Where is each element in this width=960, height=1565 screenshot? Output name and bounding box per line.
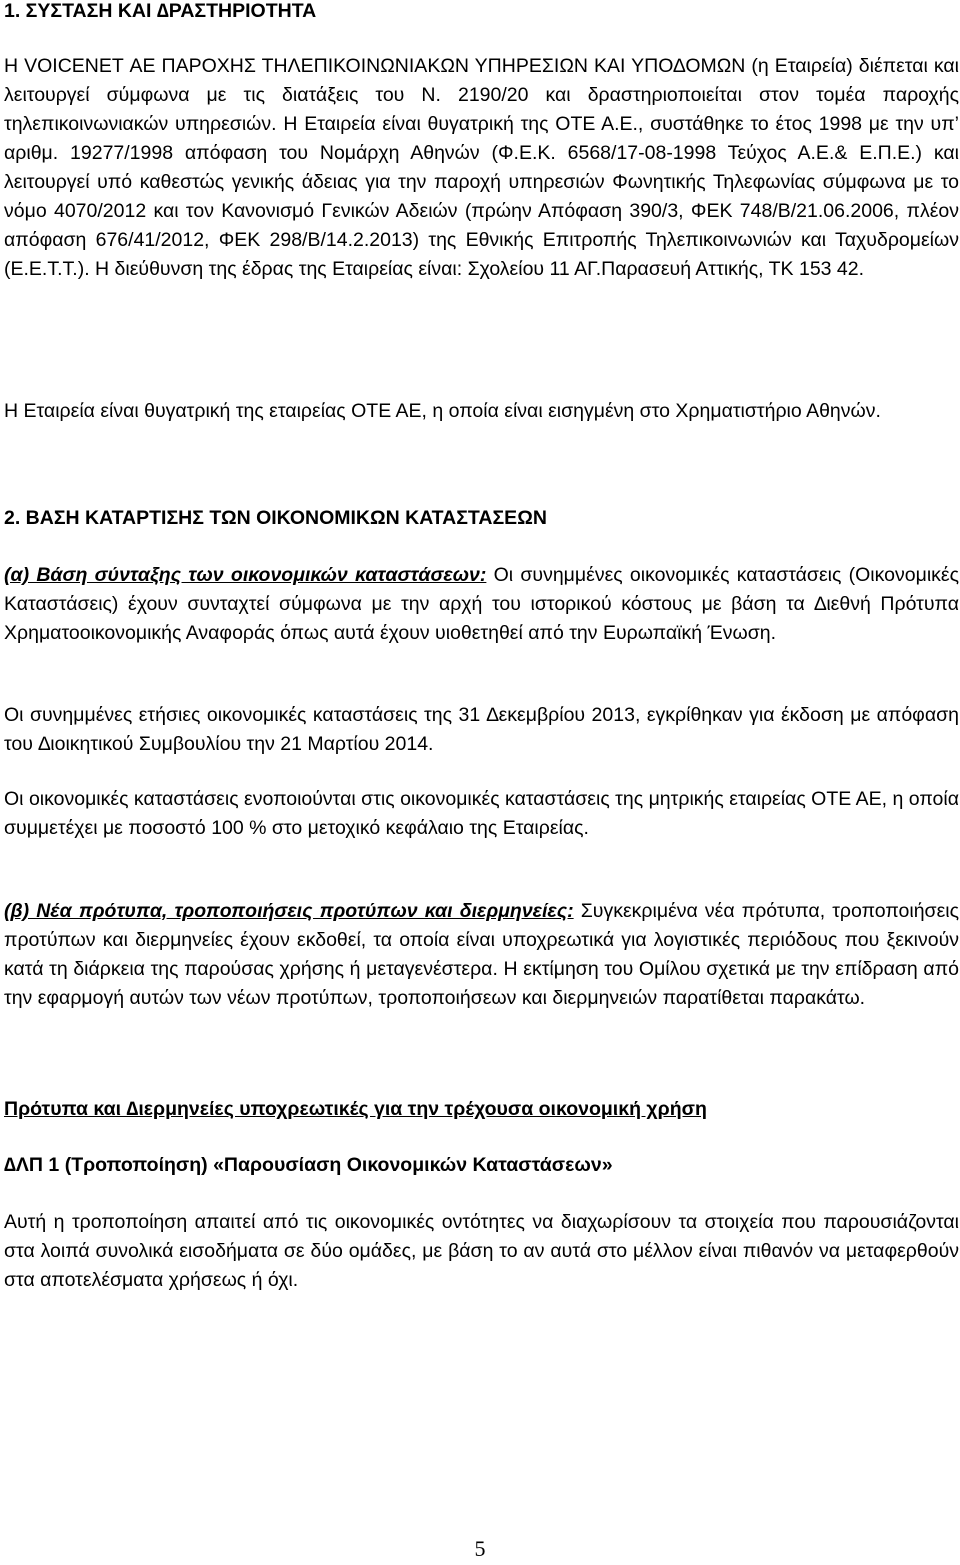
section-2-heading: 2. ΒΑΣΗ ΚΑΤΑΡΤΙΣΗΣ ΤΩΝ ΟΙΚΟΝΟΜΙΚΩΝ ΚΑΤΑΣΤΑΣΕΩΝ <box>4 507 547 529</box>
section-1-heading: 1. ΣΥΣΤΑΣΗ ΚΑΙ ∆ΡΑΣΤΗΡΙΟΤΗΤΑ <box>4 0 317 22</box>
new-standards-paragraph <box>4 897 959 1013</box>
approval-paragraph: Οι συνημμένες ετήσιες οικονομικές καταστάσεις της 31 ∆εκεμβρίου 2013, εγκρίθηκαν για έκδοση με απόφαση του ∆ιοικητικού Συμβουλίου την 21 Μαρτίου 2014. <box>4 704 959 755</box>
parent-company-paragraph: Η Εταιρεία είναι θυγατρική της εταιρείας ΟΤΕ ΑΕ, η οποία είναι εισηγμένη στο Χρηματιστήριο Αθηνών. <box>4 400 881 422</box>
new-standards-label: (β) Νέα πρότυπα, τροποποιήσεις προτύπων και διερμηνείες: <box>4 900 574 922</box>
ias1-amendment-paragraph: Αυτή η τροποποίηση απαιτεί από τις οικονομικές οντότητες να διαχωρίσουν τα στοιχεία που παρουσιάζονται στα λοιπά συνολικά εισοδήματα σε δύο ομάδες, με βάση το αν αυτά στο μέλλον είναι πιθανόν να μεταφερθούν στα αποτελέσματα χρήσεως ή όχι. <box>4 1211 959 1291</box>
basis-of-preparation-paragraph <box>4 561 959 648</box>
basis-of-preparation-label: (α) Βάση σύνταξης των οικονομικών καταστάσεων: <box>4 564 487 586</box>
consolidation-paragraph: Οι οικονομικές καταστάσεις ενοποιούνται στις οικονομικές καταστάσεις της μητρικής εταιρείας ΟΤΕ ΑΕ, η οποία συμμετέχει με ποσοστό 100 % στο μετοχικό κεφάλαιο της Εταιρείας. <box>4 788 959 839</box>
basis-of-preparation-text: Οι συνημμένες οικονομικές καταστάσεις (Οικονομικές Καταστάσεις) έχουν συνταχτεί σύμφωνα με την αρχή του ιστορικού κόστους με βάση τα ∆ιεθνή Πρότυπα Χρηματοοικονομικής Αναφοράς όπως αυτά έχουν υιοθετηθεί από την Ευρωπαϊκή Ένωση. <box>4 564 959 644</box>
ias1-amendment-heading: ∆ΛΠ 1 (Τροποποίηση) «Παρουσίαση Οικονομικών Καταστάσεων» <box>4 1154 613 1176</box>
new-standards-text: Συγκεκριμένα νέα πρότυπα, τροποποιήσεις προτύπων και διερμηνείες έχουν εκδοθεί, τα οποία είναι υποχρεωτικά για λογιστικές περιόδους που ξεκινούν κατά τη διάρκεια της παρούσας χρήσης ή μεταγενέστερα. Η εκτίμηση του Ομίλου σχετικά με την επίδραση από την εφαρμογή αυτών των νέων προτύπων, τροποποιήσεων και διερμηνειών παρατίθεται παρακάτω. <box>4 900 960 1009</box>
company-description-paragraph: Η VOICENET ΑΕ ΠΑΡΟΧΗΣ ΤΗΛΕΠΙΚΟΙΝΩΝΙΑΚΩΝ ΥΠΗΡΕΣΙΩΝ ΚΑΙ ΥΠΟ∆ΟΜΩΝ (η Εταιρεία) διέπεται και λειτουργεί σύμφωνα με τις διατάξεις του Ν. 2190/20 και δραστηριοποιείται στον τομέα παροχής τηλεπικοινωνιακών υπηρεσιών. Η Εταιρεία είναι θυγατρική της ΟΤΕ Α.Ε., συστάθηκε το έτος 1998 με την υπ’ αριθμ. 19277/1998 απόφαση του Νομάρχη Αθηνών (Φ.Ε.Κ. 6568/17-08-1998 Τεύχος Α.Ε.& Ε.Π.Ε.) και λειτουργεί υπό καθεστώς γενικής άδειας για την παροχή υπηρεσιών Φωνητικής Τηλεφωνίας σύμφωνα με το νόμο 4070/2012 και τον Κανονισμό Γενικών Αδειών (πρώην Απόφαση 390/3, ΦΕΚ 748/Β/21.06.2006, πλέον απόφαση 676/41/2012, ΦΕΚ 298/Β/14.2.2013) της Εθνικής Επιτροπής Τηλεπικοινωνιών και Ταχυδρομείων (Ε.Ε.Τ.Τ.). Η διεύθυνση της έδρας της Εταιρείας είναι: Σχολείου 11 ΑΓ.Παρασευή Αττικής, ΤΚ 153 42. <box>4 55 959 280</box>
mandatory-standards-subheading: Πρότυπα και ∆ιερμηνείες υποχρεωτικές για την τρέχουσα οικονομική χρήση <box>4 1098 707 1120</box>
page-number: 5 <box>474 1536 486 1561</box>
